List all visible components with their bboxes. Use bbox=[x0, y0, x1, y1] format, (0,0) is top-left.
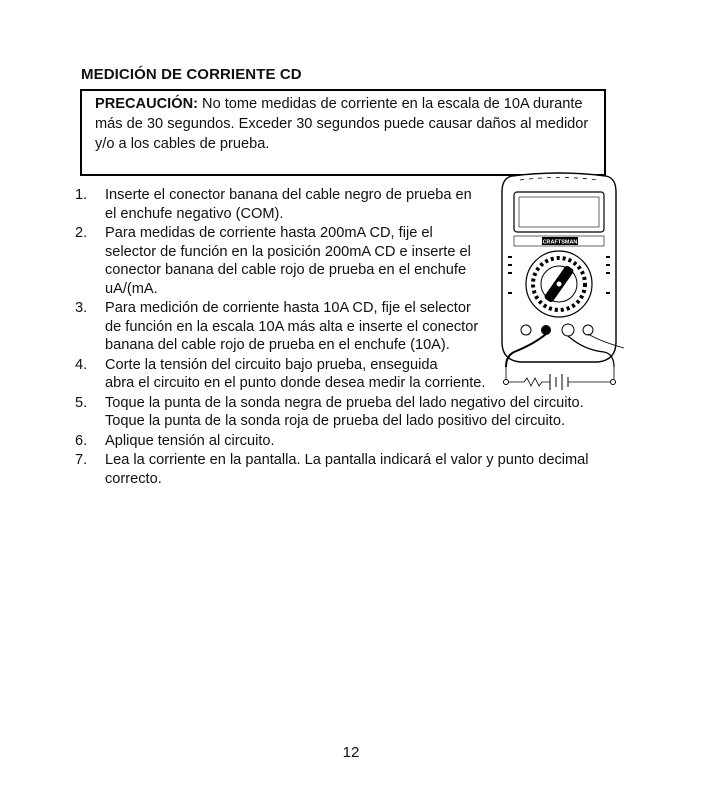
step-number: 7. bbox=[75, 452, 88, 468]
step-number: 1. bbox=[75, 187, 88, 203]
step-text: Inserte el conector banana del cable negro de prueba en el enchufe negativo (COM). bbox=[105, 187, 472, 222]
step-text: Toque la punta de la sonda negra de prueba del lado negativo del circuito. bbox=[105, 394, 584, 411]
step-number: 3. bbox=[75, 300, 88, 316]
brand-label: CRAFTSMAN bbox=[542, 239, 578, 246]
step-number: 2. bbox=[75, 225, 88, 241]
list-item bbox=[75, 451, 595, 488]
caution-box bbox=[80, 89, 606, 176]
step-text-line1: Corte la tensión del circuito bajo prueba, enseguida bbox=[105, 356, 438, 373]
list-item bbox=[75, 432, 595, 451]
list-item bbox=[75, 394, 595, 431]
step-number: 5. bbox=[75, 394, 88, 411]
step-text-extra: Toque la punta de la sonda roja de prueba del lado positivo del circuito. bbox=[105, 413, 566, 429]
step-body bbox=[105, 394, 595, 431]
step-number: 6. bbox=[75, 432, 88, 449]
caution-text: No tome medidas de corriente en la escala de 10A durante más de 30 segundos. Exceder 30 segundos puede causar daños al medidor y/o a los cables de prueba. bbox=[95, 96, 589, 152]
step-text: Para medición de corriente hasta 10A CD, fije el selector de función en la escala 10A más alta e inserte el conector banana del cable rojo de prueba en el enchufe (10A). bbox=[105, 300, 479, 353]
step-text: Para medidas de corriente hasta 200mA CD, fije el selector de función en la posición 200mA CD e inserte el conector banana del cable rojo de prueba en el enchufe uA/(mA. bbox=[105, 225, 471, 297]
multimeter-illustration bbox=[484, 172, 634, 397]
page-number: 12 bbox=[342, 744, 360, 761]
caution-label: PRECAUCIÓN: bbox=[95, 96, 198, 112]
step-text-line2: abra el circuito en el punto donde desea medir la corriente. bbox=[105, 375, 486, 391]
step-text: Aplique tensión al circuito. bbox=[105, 432, 275, 449]
step-number: 4. bbox=[75, 356, 88, 373]
section-title: MEDICIÓN DE CORRIENTE CD bbox=[81, 66, 302, 83]
step-text: Lea la corriente en la pantalla. La pantalla indicará el valor y punto decimal correcto. bbox=[105, 452, 589, 487]
